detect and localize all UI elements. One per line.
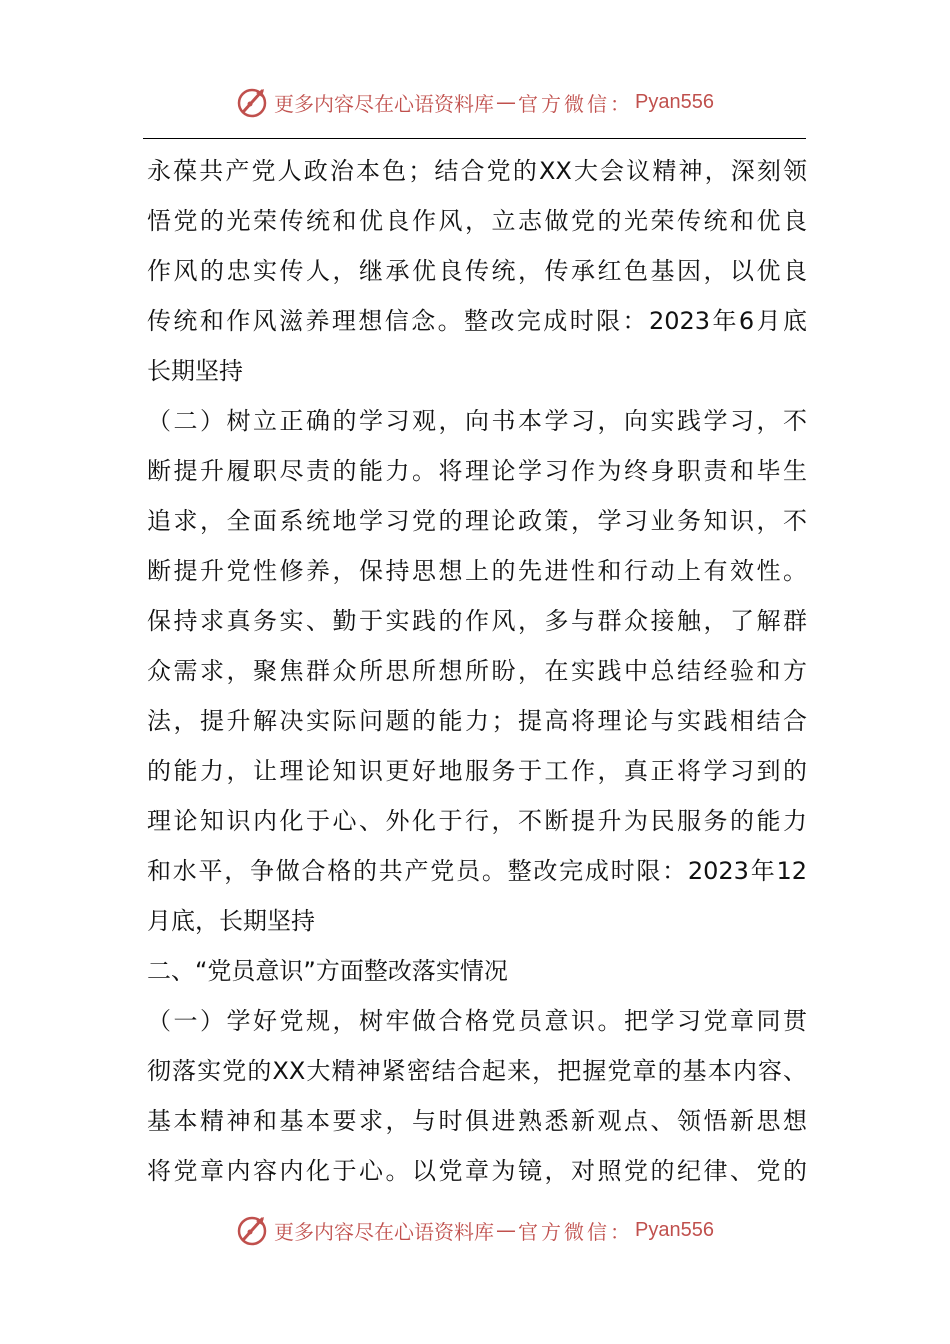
pen-logo-icon [236, 85, 270, 119]
text-line: 基本精神和基本要求，与时俱进熟悉新观点、领悟新思想 [147, 1107, 807, 1135]
watermark-wechat-label: 官方微信： [518, 1219, 634, 1244]
text-line: （一）学好党规，树牢做合格党员意识。把学习党章同贯 [147, 1007, 807, 1035]
text-line: 断提升党性修养，保持思想上的先进性和行动上有效性。 [147, 557, 807, 585]
footer-watermark [0, 1210, 950, 1250]
watermark-text: 更多内容尽在心语资料库 [274, 91, 495, 116]
text-line: 彻落实党的XX大精神紧密结合起来，把握党章的基本内容、 [147, 1057, 807, 1085]
text-line: 法，提升解决实际问题的能力；提高将理论与实践相结合 [147, 707, 807, 735]
text-line: 的能力，让理论知识更好地服务于工作，真正将学习到的 [147, 757, 807, 785]
text-line: 作风的忠实传人，继承优良传统，传承红色基因，以优良 [147, 257, 807, 285]
document-body [147, 146, 807, 1196]
text-line: 理论知识内化于心、外化于行，不断提升为民服务的能力 [147, 807, 807, 835]
header-watermark [0, 82, 950, 122]
text-line: 众需求，聚焦群众所思所想所盼，在实践中总结经验和方 [147, 657, 807, 685]
text-line: 断提升履职尽责的能力。将理论学习作为终身职责和毕生 [147, 457, 807, 485]
text-line: 追求，全面系统地学习党的理论政策，学习业务知识，不 [147, 507, 807, 535]
watermark-dash: — [496, 90, 517, 114]
watermark-text: 更多内容尽在心语资料库 [274, 1219, 495, 1244]
text-line: 月底，长期坚持 [147, 907, 315, 935]
text-line: 将党章内容内化于心。以党章为镜，对照党的纪律、党的 [147, 1157, 807, 1185]
text-line: 和水平，争做合格的共产党员。整改完成时限：2023年12 [147, 857, 807, 885]
watermark-wechat-id: Pyan556 [635, 1218, 714, 1241]
text-line: 永葆共产党人政治本色；结合党的XX大会议精神，深刻领 [147, 157, 807, 185]
text-line: 传统和作风滋养理想信念。整改完成时限：2023年6月底 [147, 307, 807, 335]
watermark-wechat-id: Pyan556 [635, 90, 714, 113]
header-rule [143, 138, 806, 139]
pen-logo-icon [236, 1213, 270, 1247]
section-heading: 二、“党员意识”方面整改落实情况 [147, 957, 508, 985]
watermark-dash: — [496, 1218, 517, 1242]
text-line: （二）树立正确的学习观，向书本学习，向实践学习，不 [147, 407, 807, 435]
text-line: 悟党的光荣传统和优良作风，立志做党的光荣传统和优良 [147, 207, 807, 235]
watermark-wechat-label: 官方微信： [518, 91, 634, 116]
text-line: 长期坚持 [147, 357, 243, 385]
text-line: 保持求真务实、勤于实践的作风，多与群众接触，了解群 [147, 607, 807, 635]
